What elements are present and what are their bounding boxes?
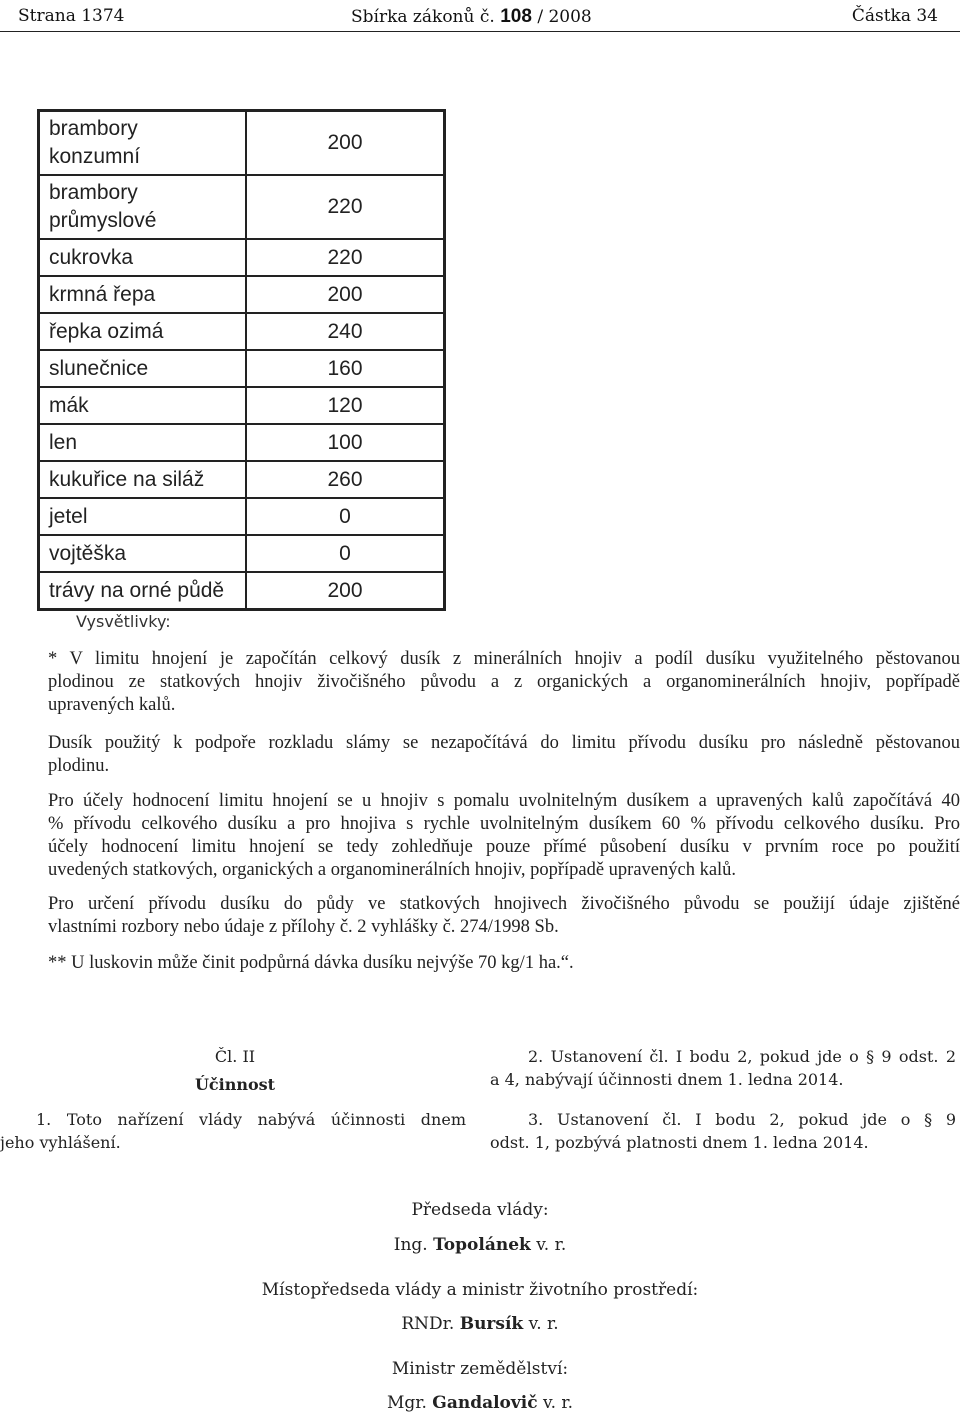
table-row: [39, 572, 445, 610]
signature-role: Místopředseda vlády a ministr životního prostředí:: [261, 1280, 699, 1300]
crop-cell: kukuřice na siláž: [39, 461, 247, 498]
crop-cell: vojtěška: [39, 535, 247, 572]
value-cell: 220: [246, 239, 445, 276]
signature-name: Mgr. Gandalovič v. r.: [386, 1393, 574, 1413]
note-paragraph-5: ** U luskovin může činit podpůrná dávka dusíku nejvýše 70 kg/1 ha.“.: [48, 953, 574, 973]
note-paragraph-3: Pro účely hodnocení limitu hnojení se u hnojiv s pomalu uvolnitelným dusíkem a upravených kalů započítává 40 % přívodu celkového dusíku a pro hnojiva s rychle uvolnitelným dusíkem 60 % přívodu celkového dusíku. Pro účely hodnocení limitu hnojení se tedy zohledňuje pouze přímé působení dusíku v prvním roce po použití uvedených statkových, organických a organominerálních hnojiv, popřípadě upravených kalů.: [48, 791, 960, 880]
table-row: [39, 424, 445, 461]
part-number: Částka 34: [851, 6, 938, 26]
article-number: Čl. II: [214, 1047, 256, 1066]
signature-name: RNDr. Bursík v. r.: [401, 1314, 559, 1334]
page-number: Strana 1374: [18, 6, 125, 26]
note-paragraph-4: Pro určení přívodu dusíku do půdy ve statkových hnojivech živočišného původu se použijí údaje zjištěné vlastními rozbory nebo údaje z přílohy č. 2 vyhlášky č. 274/1998 Sb.: [48, 894, 960, 937]
value-cell: 260: [246, 461, 445, 498]
table-row: [39, 498, 445, 535]
crop-cell: brambory konzumní: [39, 111, 247, 176]
crop-cell: řepka ozimá: [39, 313, 247, 350]
table-row: [39, 239, 445, 276]
crop-cell: krmná řepa: [39, 276, 247, 313]
table-row: [39, 175, 445, 239]
value-cell: 0: [246, 498, 445, 535]
value-cell: 200: [246, 276, 445, 313]
article-title: Účinnost: [194, 1075, 276, 1094]
collection-title: [351, 6, 592, 28]
collection-year: / 2008: [537, 7, 592, 27]
crop-cell: len: [39, 424, 247, 461]
value-cell: 200: [246, 111, 445, 176]
table-row: [39, 276, 445, 313]
collection-prefix: Sbírka zákonů č.: [351, 7, 495, 27]
table-row: [39, 461, 445, 498]
value-cell: 120: [246, 387, 445, 424]
table-row: [39, 350, 445, 387]
legend-heading: Vysvětlivky:: [76, 612, 171, 631]
collection-number: 108: [500, 6, 532, 27]
crop-cell: jetel: [39, 498, 247, 535]
value-cell: 200: [246, 572, 445, 610]
crop-cell: trávy na orné půdě: [39, 572, 247, 610]
table-row: [39, 535, 445, 572]
nitrogen-limit-table: [37, 109, 446, 611]
value-cell: 240: [246, 313, 445, 350]
value-cell: 220: [246, 175, 445, 239]
crop-cell: slunečnice: [39, 350, 247, 387]
crop-cell: mák: [39, 387, 247, 424]
page-header: [0, 0, 960, 32]
table-row: [39, 313, 445, 350]
value-cell: 0: [246, 535, 445, 572]
note-paragraph-1: * V limitu hnojení je započítán celkový dusík z minerálních hnojiv a podíl dusíku využitelného pěstovanou plodinou ze statkových hnojiv živočišného původu a z organických a organominerálních hnojiv, popřípadě upravených kalů.: [48, 649, 960, 715]
signature-role: Ministr zemědělství:: [391, 1359, 569, 1379]
article-item-2: 2. Ustanovení čl. I bodu 2, pokud jde o § 9 odst. 2 a 4, nabývají účinnosti dnem 1. ledna 2014.: [490, 1047, 956, 1089]
signature-role: Předseda vlády:: [411, 1200, 549, 1220]
value-cell: 100: [246, 424, 445, 461]
note-paragraph-2: Dusík použitý k podpoře rozkladu slámy se nezapočítává do limitu přívodu dusíku pro následně pěstovanou plodinu.: [48, 733, 960, 776]
article-item-1: 1. Toto nařízení vlády nabývá účinnosti dnem jeho vyhlášení.: [0, 1110, 466, 1152]
crop-cell: brambory průmyslové: [39, 175, 247, 239]
value-cell: 160: [246, 350, 445, 387]
crop-cell: cukrovka: [39, 239, 247, 276]
table-row: [39, 387, 445, 424]
article-item-3: 3. Ustanovení čl. I bodu 2, pokud jde o § 9 odst. 1, pozbývá platnosti dnem 1. ledna 2014.: [490, 1110, 956, 1152]
signature-name: Ing. Topolánek v. r.: [393, 1235, 567, 1255]
table-row: [39, 111, 445, 176]
